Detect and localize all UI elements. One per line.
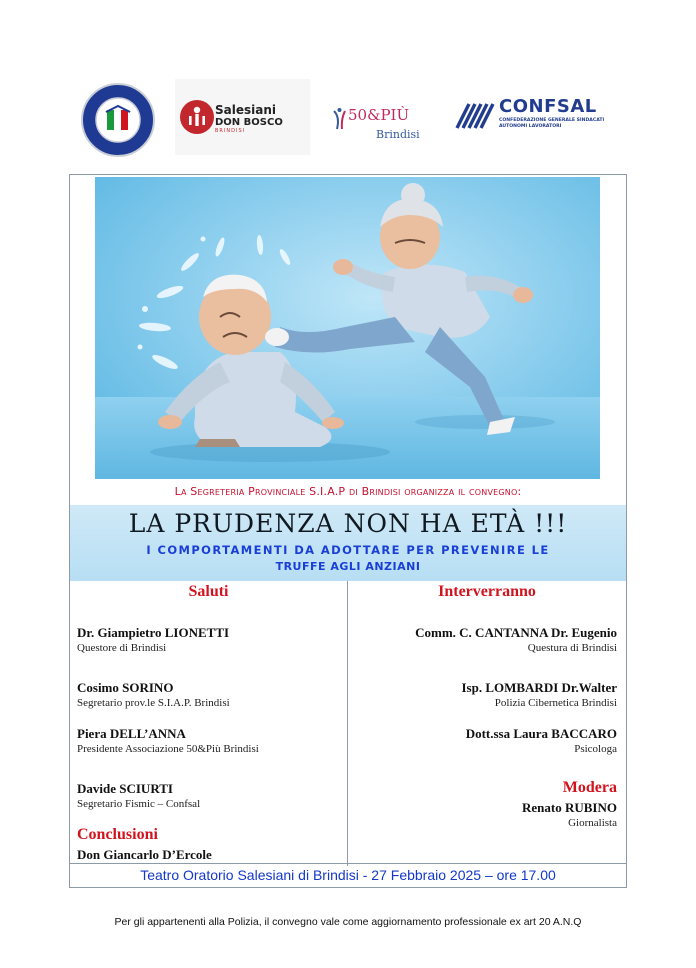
speaker-entry xyxy=(352,726,617,756)
speaker-name: Cosimo SORINO xyxy=(77,680,174,695)
speaker-role: Polizia Cibernetica Brindisi xyxy=(494,697,617,709)
speaker-role: Segretario Fismic – Confsal xyxy=(77,798,201,810)
salesiani-name: Salesiani xyxy=(215,103,277,117)
speaker-role: Questura di Brindisi xyxy=(527,642,617,654)
venue-line: Teatro Oratorio Salesiani di Brindisi - 27 Febbraio 2025 – ore 17.00 xyxy=(140,867,556,883)
interverranno-heading: Interverranno xyxy=(438,583,536,600)
speaker-entry xyxy=(77,680,342,710)
modera-heading: Modera xyxy=(562,779,617,796)
speaker-entry xyxy=(352,680,617,710)
event-title: LA PRUDENZA NON HA ETÀ !!! xyxy=(128,509,568,538)
moderator-role: Giornalista xyxy=(568,817,617,829)
fifty-piu-name: 50&PIÙ xyxy=(348,106,410,124)
salesiani-logo xyxy=(175,79,310,155)
confsal-subtitle: CONFEDERAZIONE GENERALE SINDACATI AUTONOMI LAVORATORI xyxy=(499,118,605,129)
moderator-name: Renato RUBINO xyxy=(522,800,617,815)
speaker-name: Comm. C. CANTANNA Dr. Eugenio xyxy=(415,625,617,640)
speaker-role: Questore di Brindisi xyxy=(77,642,167,654)
confsal-name: CONFSAL xyxy=(499,96,597,117)
conclusions-name: Don Giancarlo D’Ercole xyxy=(77,847,212,862)
speaker-name: Davide SCIURTI xyxy=(77,781,173,796)
confsal-logo xyxy=(455,94,625,144)
speaker-entry xyxy=(352,625,617,655)
saluti-heading: Saluti xyxy=(188,583,229,600)
speaker-role: Segretario prov.le S.I.A.P. Brindisi xyxy=(77,697,230,709)
footnote: Per gli appartenenti alla Polizia, il convegno vale come aggiornamento professionale ex art 20 A.N.Q xyxy=(114,916,582,928)
speaker-role: Psicologa xyxy=(574,743,617,755)
fifty-piu-city: Brindisi xyxy=(376,128,420,141)
siap-logo xyxy=(80,82,156,158)
conclusioni-heading: Conclusioni xyxy=(77,826,158,843)
speaker-name: Piera DELL’ANNA xyxy=(77,726,186,741)
moderator-entry xyxy=(352,800,617,830)
event-frame xyxy=(69,174,627,888)
speaker-name: Dr. Giampietro LIONETTI xyxy=(77,625,230,640)
logo-row xyxy=(70,76,630,166)
event-illustration xyxy=(95,177,600,479)
speaker-entry xyxy=(77,781,342,811)
speaker-name: Dott.ssa Laura BACCARO xyxy=(465,726,617,741)
salesiani-sub: DON BOSCO xyxy=(215,117,283,128)
subtitle-line-1: I COMPORTAMENTI DA ADOTTARE PER PREVENIRE LE xyxy=(146,543,550,557)
title-band xyxy=(70,505,626,581)
salesiani-city: BRINDISI xyxy=(215,128,246,134)
conclusions-entry xyxy=(77,847,342,863)
organizer-line: La Segreteria Provinciale S.I.A.P di Brindisi organizza il convegno: xyxy=(174,485,522,498)
speaker-role: Presidente Associazione 50&Più Brindisi xyxy=(77,743,259,755)
column-divider xyxy=(347,581,348,866)
venue-divider xyxy=(70,863,626,864)
speaker-name: Isp. LOMBARDI Dr.Walter xyxy=(461,680,617,695)
subtitle-line-2: TRUFFE AGLI ANZIANI xyxy=(275,560,421,573)
speaker-entry xyxy=(77,726,342,756)
speaker-entry xyxy=(77,625,342,655)
fifty-piu-logo xyxy=(332,101,432,151)
